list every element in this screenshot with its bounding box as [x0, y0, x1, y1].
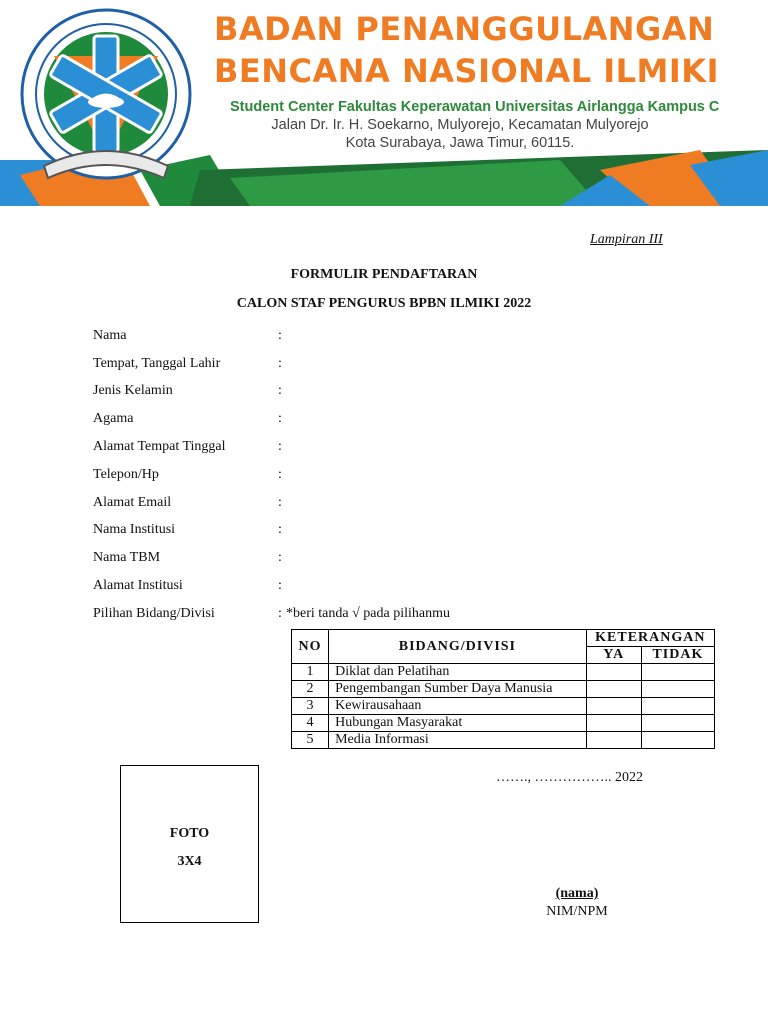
checkbox-ya[interactable]	[586, 698, 641, 715]
organization-title	[214, 8, 759, 92]
table-header-keterangan: KETERANGAN	[586, 630, 714, 647]
checkbox-tidak[interactable]	[641, 698, 714, 715]
field-label: Agama	[93, 411, 134, 427]
field-colon: :	[278, 439, 282, 455]
checkbox-ya[interactable]	[586, 681, 641, 698]
table-header-ya: YA	[586, 647, 641, 664]
field-colon: :	[278, 578, 282, 594]
table-header-no: NO	[292, 630, 329, 664]
row-bidang: Media Informasi	[329, 732, 587, 749]
organization-subtitle: Student Center Fakultas Keperawatan Universitas Airlangga Kampus C	[230, 99, 720, 115]
organization-title-line1: BADAN PENANGGULANGAN	[214, 10, 715, 48]
checkbox-tidak[interactable]	[641, 664, 714, 681]
photo-placeholder	[120, 765, 259, 923]
field-colon: :	[278, 355, 282, 371]
table-row	[292, 681, 715, 698]
row-no: 4	[292, 715, 329, 732]
checkbox-ya[interactable]	[586, 732, 641, 749]
form-subtitle: CALON STAF PENGURUS BPBN ILMIKI 2022	[236, 296, 532, 311]
row-bidang: Hubungan Masyarakat	[329, 715, 587, 732]
address-line2: Kota Surabaya, Jawa Timur, 60115.	[345, 135, 575, 151]
row-bidang: Kewirausahaan	[329, 698, 587, 715]
field-colon: :	[278, 605, 282, 621]
row-no: 1	[292, 664, 329, 681]
field-label: Pilihan Bidang/Divisi	[93, 605, 215, 621]
row-bidang: Diklat dan Pelatihan	[329, 664, 587, 681]
address-line1: Jalan Dr. Ir. H. Soekarno, Mulyorejo, Kecamatan Mulyorejo	[271, 117, 649, 133]
field-colon: :	[278, 383, 282, 399]
field-label: Alamat Tempat Tinggal	[93, 439, 226, 455]
table-row	[292, 664, 715, 681]
signature-nim: NIM/NPM	[546, 904, 608, 919]
field-note: *beri tanda √ pada pilihanmu	[286, 605, 450, 621]
signature-name: (nama)	[555, 886, 599, 901]
row-bidang: Pengembangan Sumber Daya Manusia	[329, 681, 587, 698]
table-header-bidang: BIDANG/DIVISI	[329, 630, 587, 664]
field-label: Nama	[93, 327, 127, 343]
letterhead	[0, 0, 768, 206]
photo-label: FOTO	[169, 826, 210, 841]
form-title: FORMULIR PENDAFTARAN	[290, 267, 478, 282]
field-colon: :	[278, 522, 282, 538]
field-tempat-tanggal-lahir[interactable]	[93, 350, 693, 378]
field-nama-institusi[interactable]	[93, 517, 693, 545]
field-label: Nama Institusi	[93, 522, 176, 538]
table-row	[292, 715, 715, 732]
field-label: Alamat Email	[93, 494, 172, 510]
field-label: Tempat, Tanggal Lahir	[93, 355, 221, 371]
attachment-label: Lampiran III	[590, 232, 663, 247]
field-colon: :	[278, 466, 282, 482]
field-colon: :	[278, 327, 282, 343]
photo-size: 3X4	[177, 854, 202, 869]
field-label: Alamat Institusi	[93, 578, 183, 594]
field-alamat-email[interactable]	[93, 489, 693, 517]
table-header-tidak: TIDAK	[641, 647, 714, 664]
checkbox-ya[interactable]	[586, 664, 641, 681]
field-agama[interactable]	[93, 405, 693, 433]
field-colon: :	[278, 411, 282, 427]
checkbox-tidak[interactable]	[641, 681, 714, 698]
division-table	[291, 629, 715, 749]
row-no: 3	[292, 698, 329, 715]
field-colon: :	[278, 550, 282, 566]
field-pilihan-bidang[interactable]	[93, 600, 693, 628]
field-alamat-institusi[interactable]	[93, 572, 693, 600]
field-nama-tbm[interactable]	[93, 544, 693, 572]
field-telepon[interactable]	[93, 461, 693, 489]
row-no: 5	[292, 732, 329, 749]
table-row	[292, 698, 715, 715]
organization-address	[230, 98, 750, 152]
table-row	[292, 732, 715, 749]
field-nama[interactable]	[93, 322, 693, 350]
checkbox-tidak[interactable]	[641, 732, 714, 749]
organization-title-line2: BENCANA NASIONAL ILMIKI	[214, 52, 719, 90]
field-label: Nama TBM	[93, 550, 161, 566]
field-label: Jenis Kelamin	[93, 383, 173, 399]
field-label: Telepon/Hp	[93, 466, 159, 482]
row-no: 2	[292, 681, 329, 698]
checkbox-ya[interactable]	[586, 715, 641, 732]
field-alamat-tempat-tinggal[interactable]	[93, 433, 693, 461]
registration-fields	[93, 322, 693, 628]
checkbox-tidak[interactable]	[641, 715, 714, 732]
field-colon: :	[278, 494, 282, 510]
field-jenis-kelamin[interactable]	[93, 378, 693, 406]
ilmiki-logo	[14, 6, 198, 190]
signature-date: ……., …………….. 2022	[496, 770, 643, 785]
